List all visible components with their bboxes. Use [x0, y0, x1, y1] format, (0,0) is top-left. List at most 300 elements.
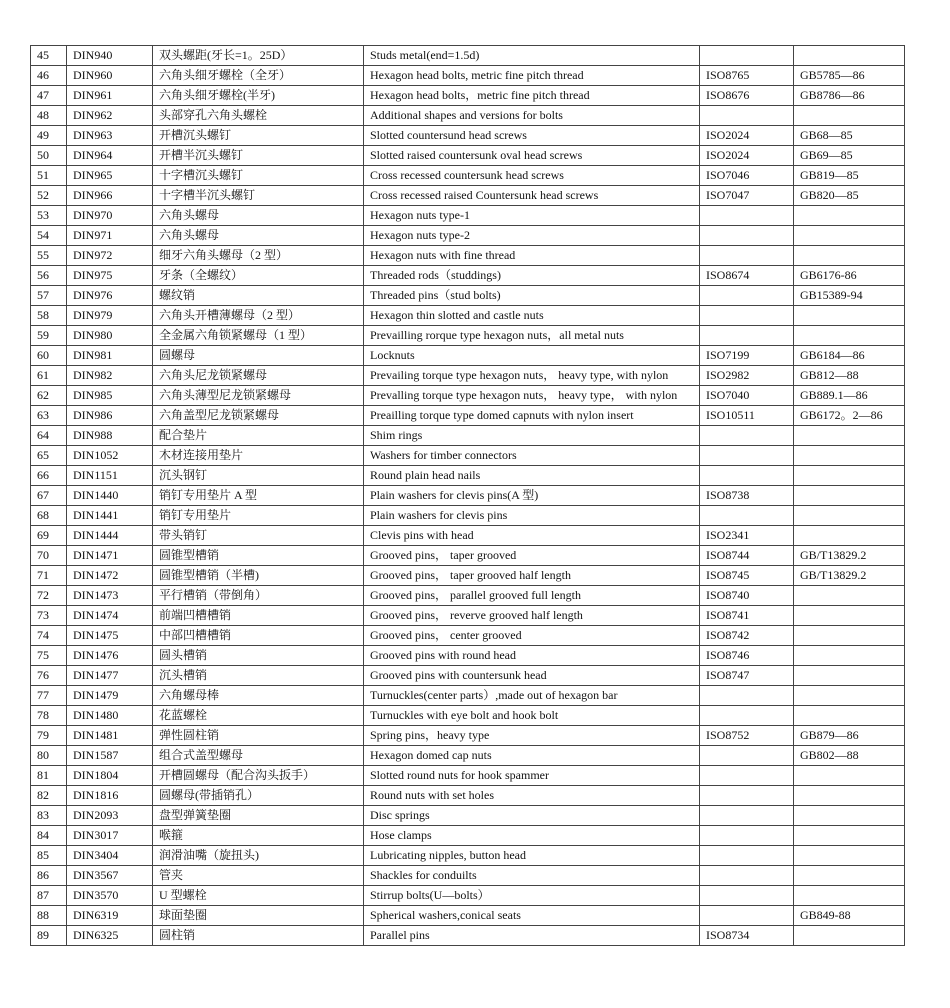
table-row — [31, 646, 905, 666]
gb-code-cell — [794, 606, 905, 626]
table-row — [31, 526, 905, 546]
gb-code-cell: GB820—85 — [794, 186, 905, 206]
din-code-cell: DIN1477 — [67, 666, 153, 686]
row-number-cell: 79 — [31, 726, 67, 746]
table-row — [31, 606, 905, 626]
din-code-cell: DIN986 — [67, 406, 153, 426]
gb-code-cell — [794, 706, 905, 726]
table-row — [31, 686, 905, 706]
english-name-cell: Preailling torque type domed capnuts with nylon insert — [364, 406, 700, 426]
row-number-cell: 57 — [31, 286, 67, 306]
iso-code-cell — [700, 846, 794, 866]
english-name-cell: Grooved pins with round head — [364, 646, 700, 666]
row-number-cell: 73 — [31, 606, 67, 626]
iso-code-cell: ISO2341 — [700, 526, 794, 546]
row-number-cell: 71 — [31, 566, 67, 586]
din-code-cell: DIN965 — [67, 166, 153, 186]
iso-code-cell: ISO8741 — [700, 606, 794, 626]
iso-code-cell — [700, 106, 794, 126]
table-row — [31, 326, 905, 346]
chinese-name-cell: 开槽圆螺母（配合沟头扳手） — [153, 766, 364, 786]
gb-code-cell — [794, 326, 905, 346]
gb-code-cell: GB/T13829.2 — [794, 566, 905, 586]
english-name-cell: Prevailling rorque type hexagon nuts，all metal nuts — [364, 326, 700, 346]
chinese-name-cell: 六角螺母棒 — [153, 686, 364, 706]
english-name-cell: Spring pins，heavy type — [364, 726, 700, 746]
iso-code-cell — [700, 466, 794, 486]
table-row — [31, 866, 905, 886]
chinese-name-cell: 喉箍 — [153, 826, 364, 846]
row-number-cell: 69 — [31, 526, 67, 546]
gb-code-cell — [794, 466, 905, 486]
chinese-name-cell: 盘型弹簧垫圈 — [153, 806, 364, 826]
iso-code-cell: ISO2024 — [700, 146, 794, 166]
din-code-cell: DIN1475 — [67, 626, 153, 646]
table-row — [31, 486, 905, 506]
row-number-cell: 47 — [31, 86, 67, 106]
table-row — [31, 826, 905, 846]
english-name-cell: Turnuckles with eye bolt and hook bolt — [364, 706, 700, 726]
row-number-cell: 50 — [31, 146, 67, 166]
chinese-name-cell: 六角头细牙螺栓（全牙） — [153, 66, 364, 86]
din-code-cell: DIN1052 — [67, 446, 153, 466]
iso-code-cell — [700, 766, 794, 786]
table-row — [31, 746, 905, 766]
row-number-cell: 85 — [31, 846, 67, 866]
chinese-name-cell: 圆锥型槽销（半槽) — [153, 566, 364, 586]
din-code-cell: DIN1444 — [67, 526, 153, 546]
chinese-name-cell: 球面垫圈 — [153, 906, 364, 926]
english-name-cell: Hose clamps — [364, 826, 700, 846]
chinese-name-cell: 销钉专用垫片 — [153, 506, 364, 526]
din-code-cell: DIN963 — [67, 126, 153, 146]
din-code-cell: DIN3567 — [67, 866, 153, 886]
chinese-name-cell: 平行槽销（带倒角） — [153, 586, 364, 606]
row-number-cell: 78 — [31, 706, 67, 726]
chinese-name-cell: 组合式盖型螺母 — [153, 746, 364, 766]
din-code-cell: DIN1476 — [67, 646, 153, 666]
table-body — [31, 46, 905, 946]
chinese-name-cell: 木材连接用垫片 — [153, 446, 364, 466]
din-code-cell: DIN976 — [67, 286, 153, 306]
row-number-cell: 62 — [31, 386, 67, 406]
chinese-name-cell: 中部凹槽槽销 — [153, 626, 364, 646]
chinese-name-cell: 六角盖型尼龙锁紧螺母 — [153, 406, 364, 426]
gb-code-cell: GB6184—86 — [794, 346, 905, 366]
row-number-cell: 64 — [31, 426, 67, 446]
row-number-cell: 68 — [31, 506, 67, 526]
english-name-cell: Turnuckles(center parts）,made out of hexagon bar — [364, 686, 700, 706]
row-number-cell: 70 — [31, 546, 67, 566]
chinese-name-cell: 双头螺距(牙长=1。25D） — [153, 46, 364, 66]
gb-code-cell — [794, 786, 905, 806]
english-name-cell: Prevailing torque type hexagon nuts， heavy type, with nylon — [364, 366, 700, 386]
din-code-cell: DIN940 — [67, 46, 153, 66]
din-code-cell: DIN1816 — [67, 786, 153, 806]
gb-code-cell — [794, 226, 905, 246]
table-row — [31, 46, 905, 66]
chinese-name-cell: 花蓝螺栓 — [153, 706, 364, 726]
document-page — [30, 45, 904, 946]
iso-code-cell — [700, 906, 794, 926]
english-name-cell: Hexagon nuts with fine thread — [364, 246, 700, 266]
iso-code-cell: ISO10511 — [700, 406, 794, 426]
table-row — [31, 426, 905, 446]
english-name-cell: Locknuts — [364, 346, 700, 366]
english-name-cell: Threaded pins（stud bolts) — [364, 286, 700, 306]
gb-code-cell — [794, 586, 905, 606]
gb-code-cell — [794, 446, 905, 466]
row-number-cell: 82 — [31, 786, 67, 806]
row-number-cell: 83 — [31, 806, 67, 826]
table-row — [31, 806, 905, 826]
english-name-cell: Round plain head nails — [364, 466, 700, 486]
chinese-name-cell: 沉头钢钉 — [153, 466, 364, 486]
row-number-cell: 65 — [31, 446, 67, 466]
din-code-cell: DIN1481 — [67, 726, 153, 746]
iso-code-cell — [700, 226, 794, 246]
gb-code-cell — [794, 646, 905, 666]
standards-table — [30, 45, 905, 946]
chinese-name-cell: 六角头开槽薄螺母（2 型） — [153, 306, 364, 326]
gb-code-cell: GB889.1—86 — [794, 386, 905, 406]
gb-code-cell: GB5785—86 — [794, 66, 905, 86]
english-name-cell: Grooved pins， center grooved — [364, 626, 700, 646]
gb-code-cell: GB879—86 — [794, 726, 905, 746]
table-row — [31, 386, 905, 406]
gb-code-cell — [794, 306, 905, 326]
english-name-cell: Parallel pins — [364, 926, 700, 946]
row-number-cell: 75 — [31, 646, 67, 666]
chinese-name-cell: 六角头薄型尼龙锁紧螺母 — [153, 386, 364, 406]
english-name-cell: Grooved pins with countersunk head — [364, 666, 700, 686]
row-number-cell: 88 — [31, 906, 67, 926]
table-row — [31, 86, 905, 106]
gb-code-cell — [794, 526, 905, 546]
table-row — [31, 886, 905, 906]
english-name-cell: Grooved pins， parallel grooved full length — [364, 586, 700, 606]
din-code-cell: DIN2093 — [67, 806, 153, 826]
gb-code-cell — [794, 246, 905, 266]
english-name-cell: Grooved pins， reverve grooved half length — [364, 606, 700, 626]
iso-code-cell: ISO8674 — [700, 266, 794, 286]
row-number-cell: 45 — [31, 46, 67, 66]
iso-code-cell: ISO8676 — [700, 86, 794, 106]
gb-code-cell — [794, 626, 905, 646]
english-name-cell: Studs metal(end=1.5d) — [364, 46, 700, 66]
chinese-name-cell: 牙条（全螺纹） — [153, 266, 364, 286]
english-name-cell: Spherical washers,conical seats — [364, 906, 700, 926]
english-name-cell: Cross recessed countersunk head screws — [364, 166, 700, 186]
gb-code-cell: GB819—85 — [794, 166, 905, 186]
gb-code-cell: GB15389-94 — [794, 286, 905, 306]
table-row — [31, 846, 905, 866]
gb-code-cell — [794, 686, 905, 706]
table-row — [31, 406, 905, 426]
iso-code-cell — [700, 706, 794, 726]
english-name-cell: Grooved pins， taper grooved half length — [364, 566, 700, 586]
iso-code-cell: ISO8745 — [700, 566, 794, 586]
row-number-cell: 80 — [31, 746, 67, 766]
table-row — [31, 126, 905, 146]
din-code-cell: DIN1441 — [67, 506, 153, 526]
row-number-cell: 66 — [31, 466, 67, 486]
chinese-name-cell: 前端凹槽槽销 — [153, 606, 364, 626]
chinese-name-cell: 六角头尼龙锁紧螺母 — [153, 366, 364, 386]
iso-code-cell — [700, 46, 794, 66]
english-name-cell: Hexagon nuts type-2 — [364, 226, 700, 246]
row-number-cell: 87 — [31, 886, 67, 906]
gb-code-cell — [794, 866, 905, 886]
table-row — [31, 166, 905, 186]
chinese-name-cell: 开槽半沉头螺钉 — [153, 146, 364, 166]
iso-code-cell — [700, 426, 794, 446]
gb-code-cell — [794, 846, 905, 866]
chinese-name-cell: 沉头槽销 — [153, 666, 364, 686]
iso-code-cell — [700, 506, 794, 526]
gb-code-cell — [794, 766, 905, 786]
chinese-name-cell: 细牙六角头螺母（2 型） — [153, 246, 364, 266]
row-number-cell: 72 — [31, 586, 67, 606]
row-number-cell: 59 — [31, 326, 67, 346]
row-number-cell: 52 — [31, 186, 67, 206]
table-row — [31, 566, 905, 586]
chinese-name-cell: 六角头螺母 — [153, 206, 364, 226]
din-code-cell: DIN988 — [67, 426, 153, 446]
din-code-cell: DIN3404 — [67, 846, 153, 866]
table-row — [31, 106, 905, 126]
iso-code-cell — [700, 206, 794, 226]
gb-code-cell — [794, 426, 905, 446]
row-number-cell: 53 — [31, 206, 67, 226]
english-name-cell: Disc springs — [364, 806, 700, 826]
iso-code-cell — [700, 686, 794, 706]
english-name-cell: Hexagon domed cap nuts — [364, 746, 700, 766]
gb-code-cell — [794, 486, 905, 506]
din-code-cell: DIN1151 — [67, 466, 153, 486]
gb-code-cell: GB812—88 — [794, 366, 905, 386]
din-code-cell: DIN3570 — [67, 886, 153, 906]
iso-code-cell: ISO8734 — [700, 926, 794, 946]
english-name-cell: Washers for timber connectors — [364, 446, 700, 466]
table-row — [31, 666, 905, 686]
iso-code-cell: ISO8746 — [700, 646, 794, 666]
chinese-name-cell: 十字槽沉头螺钉 — [153, 166, 364, 186]
gb-code-cell — [794, 106, 905, 126]
row-number-cell: 74 — [31, 626, 67, 646]
table-row — [31, 446, 905, 466]
table-row — [31, 766, 905, 786]
din-code-cell: DIN1471 — [67, 546, 153, 566]
din-code-cell: DIN1480 — [67, 706, 153, 726]
chinese-name-cell: 六角头细牙螺栓(半牙) — [153, 86, 364, 106]
chinese-name-cell: 六角头螺母 — [153, 226, 364, 246]
iso-code-cell — [700, 826, 794, 846]
table-row — [31, 906, 905, 926]
row-number-cell: 63 — [31, 406, 67, 426]
din-code-cell: DIN1587 — [67, 746, 153, 766]
english-name-cell: Hexagon head bolts，metric fine pitch thread — [364, 86, 700, 106]
iso-code-cell: ISO8747 — [700, 666, 794, 686]
iso-code-cell — [700, 786, 794, 806]
chinese-name-cell: 开槽沉头螺钉 — [153, 126, 364, 146]
table-row — [31, 786, 905, 806]
din-code-cell: DIN975 — [67, 266, 153, 286]
iso-code-cell: ISO8744 — [700, 546, 794, 566]
english-name-cell: Round nuts with set holes — [364, 786, 700, 806]
gb-code-cell — [794, 206, 905, 226]
iso-code-cell — [700, 806, 794, 826]
din-code-cell: DIN1804 — [67, 766, 153, 786]
iso-code-cell: ISO8742 — [700, 626, 794, 646]
table-row — [31, 266, 905, 286]
row-number-cell: 51 — [31, 166, 67, 186]
iso-code-cell: ISO8740 — [700, 586, 794, 606]
table-row — [31, 246, 905, 266]
din-code-cell: DIN1440 — [67, 486, 153, 506]
din-code-cell: DIN980 — [67, 326, 153, 346]
chinese-name-cell: 十字槽半沉头螺钉 — [153, 186, 364, 206]
table-row — [31, 226, 905, 246]
table-row — [31, 546, 905, 566]
gb-code-cell — [794, 826, 905, 846]
iso-code-cell: ISO8752 — [700, 726, 794, 746]
chinese-name-cell: 螺纹销 — [153, 286, 364, 306]
din-code-cell: DIN962 — [67, 106, 153, 126]
table-row — [31, 186, 905, 206]
gb-code-cell: GB68—85 — [794, 126, 905, 146]
iso-code-cell — [700, 326, 794, 346]
english-name-cell: Plain washers for clevis pins — [364, 506, 700, 526]
row-number-cell: 76 — [31, 666, 67, 686]
chinese-name-cell: 圆头槽销 — [153, 646, 364, 666]
iso-code-cell — [700, 866, 794, 886]
table-row — [31, 466, 905, 486]
english-name-cell: Hexagon nuts type-1 — [364, 206, 700, 226]
iso-code-cell: ISO7046 — [700, 166, 794, 186]
gb-code-cell: GB8786—86 — [794, 86, 905, 106]
iso-code-cell: ISO8738 — [700, 486, 794, 506]
row-number-cell: 61 — [31, 366, 67, 386]
english-name-cell: Stirrup bolts(U—bolts） — [364, 886, 700, 906]
iso-code-cell: ISO2982 — [700, 366, 794, 386]
iso-code-cell — [700, 446, 794, 466]
gb-code-cell: GB69—85 — [794, 146, 905, 166]
english-name-cell: Hexagon thin slotted and castle nuts — [364, 306, 700, 326]
chinese-name-cell: 润滑油嘴（旋扭头) — [153, 846, 364, 866]
table-row — [31, 146, 905, 166]
chinese-name-cell: 圆螺母(带插销孔） — [153, 786, 364, 806]
table-row — [31, 626, 905, 646]
gb-code-cell — [794, 46, 905, 66]
english-name-cell: Threaded rods（studdings) — [364, 266, 700, 286]
row-number-cell: 56 — [31, 266, 67, 286]
din-code-cell: DIN982 — [67, 366, 153, 386]
din-code-cell: DIN3017 — [67, 826, 153, 846]
chinese-name-cell: 管夹 — [153, 866, 364, 886]
din-code-cell: DIN1473 — [67, 586, 153, 606]
gb-code-cell — [794, 806, 905, 826]
table-row — [31, 346, 905, 366]
table-row — [31, 506, 905, 526]
english-name-cell: Clevis pins with head — [364, 526, 700, 546]
din-code-cell: DIN971 — [67, 226, 153, 246]
row-number-cell: 86 — [31, 866, 67, 886]
gb-code-cell: GB6172。2—86 — [794, 406, 905, 426]
iso-code-cell — [700, 286, 794, 306]
gb-code-cell — [794, 666, 905, 686]
din-code-cell: DIN961 — [67, 86, 153, 106]
english-name-cell: Shim rings — [364, 426, 700, 446]
row-number-cell: 84 — [31, 826, 67, 846]
din-code-cell: DIN1472 — [67, 566, 153, 586]
table-row — [31, 926, 905, 946]
chinese-name-cell: U 型螺栓 — [153, 886, 364, 906]
iso-code-cell: ISO7199 — [700, 346, 794, 366]
table-row — [31, 306, 905, 326]
english-name-cell: Additional shapes and versions for bolts — [364, 106, 700, 126]
table-row — [31, 706, 905, 726]
gb-code-cell: GB/T13829.2 — [794, 546, 905, 566]
english-name-cell: Plain washers for clevis pins(A 型) — [364, 486, 700, 506]
din-code-cell: DIN970 — [67, 206, 153, 226]
gb-code-cell: GB6176-86 — [794, 266, 905, 286]
din-code-cell: DIN1474 — [67, 606, 153, 626]
gb-code-cell: GB849-88 — [794, 906, 905, 926]
table-row — [31, 66, 905, 86]
row-number-cell: 49 — [31, 126, 67, 146]
din-code-cell: DIN979 — [67, 306, 153, 326]
iso-code-cell — [700, 306, 794, 326]
english-name-cell: Hexagon head bolts, metric fine pitch thread — [364, 66, 700, 86]
row-number-cell: 48 — [31, 106, 67, 126]
table-row — [31, 726, 905, 746]
row-number-cell: 60 — [31, 346, 67, 366]
english-name-cell: Shackles for conduilts — [364, 866, 700, 886]
chinese-name-cell: 带头销钉 — [153, 526, 364, 546]
table-row — [31, 286, 905, 306]
chinese-name-cell: 圆锥型槽销 — [153, 546, 364, 566]
row-number-cell: 55 — [31, 246, 67, 266]
din-code-cell: DIN6319 — [67, 906, 153, 926]
din-code-cell: DIN972 — [67, 246, 153, 266]
english-name-cell: Grooved pins， taper grooved — [364, 546, 700, 566]
chinese-name-cell: 圆螺母 — [153, 346, 364, 366]
iso-code-cell: ISO7040 — [700, 386, 794, 406]
gb-code-cell: GB802—88 — [794, 746, 905, 766]
iso-code-cell: ISO2024 — [700, 126, 794, 146]
din-code-cell: DIN960 — [67, 66, 153, 86]
row-number-cell: 81 — [31, 766, 67, 786]
english-name-cell: Slotted countersund head screws — [364, 126, 700, 146]
table-row — [31, 586, 905, 606]
gb-code-cell — [794, 506, 905, 526]
iso-code-cell — [700, 246, 794, 266]
english-name-cell: Prevalling torque type hexagon nuts， heavy type， with nylon — [364, 386, 700, 406]
chinese-name-cell: 弹性圆柱销 — [153, 726, 364, 746]
english-name-cell: Cross recessed raised Countersunk head screws — [364, 186, 700, 206]
row-number-cell: 58 — [31, 306, 67, 326]
row-number-cell: 67 — [31, 486, 67, 506]
din-code-cell: DIN6325 — [67, 926, 153, 946]
gb-code-cell — [794, 886, 905, 906]
table-row — [31, 366, 905, 386]
chinese-name-cell: 配合垫片 — [153, 426, 364, 446]
row-number-cell: 54 — [31, 226, 67, 246]
chinese-name-cell: 全金属六角锁紧螺母（1 型） — [153, 326, 364, 346]
row-number-cell: 46 — [31, 66, 67, 86]
table-row — [31, 206, 905, 226]
